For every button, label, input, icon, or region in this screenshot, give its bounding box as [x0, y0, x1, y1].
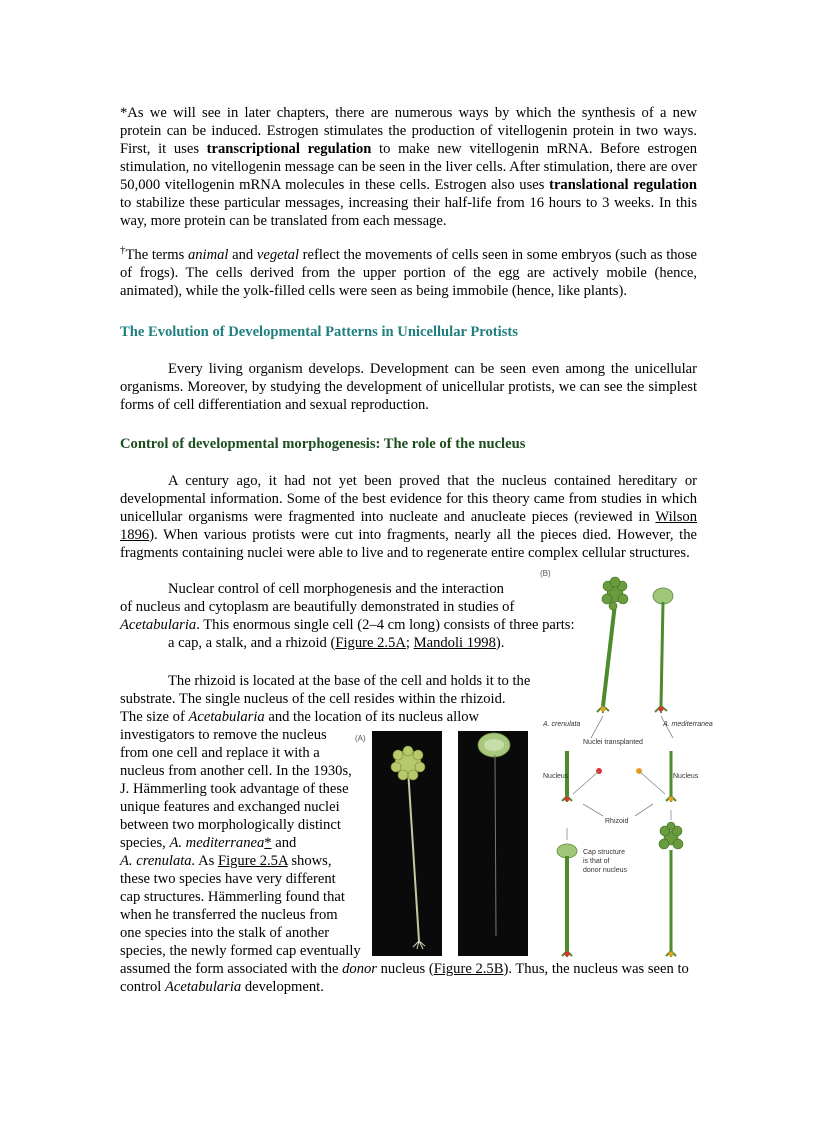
acetabularia-mediterranea-photo	[458, 731, 528, 956]
paragraph-nuclear-control: Nuclear control of cell morphogenesis and the interaction of nucleus and cytoplasm are beautifully demonstrated in studies of Acetabularia. This enormous single cell (2–4 cm long) consists of three parts: a cap, a stalk, and a rhizoid (Figure 2.5A; Mandoli 1998).	[120, 581, 575, 651]
figure-label-b: (B)	[540, 569, 551, 578]
paragraph-hammerling: The rhizoid is located at the base of the cell and holds it to the substrate. The single nucleus of the cell resides within the rhizoid. The size of Acetabularia and the location of its nucleus allow investigators to remove the nucleus from one cell and replace it with a nucleus from another cell. In the 1930s, J. Hämmerling took advantage of these unique features and exchanged nuclei between two morphologically distinct species, A. mediterranea* and A. crenulata. As Figure 2.5A shows, these two species have very different cap structures. Hämmerling found that when he transferred the nucleus from one species into the stalk of another species, the newly formed cap eventually assumed the form associated with the donor nucleus (Figure 2.5B). Thus, the nucleus was seen to control Acetabularia development.	[120, 673, 689, 995]
label-cap-structure-3: donor nucleus	[583, 867, 627, 874]
label-nucleus-left: Nucleus	[543, 773, 569, 780]
link-mandoli-1998[interactable]: Mandoli 1998	[413, 635, 496, 651]
label-a-crenulata: A. crenulata	[543, 721, 581, 728]
link-figure-2-5b[interactable]: Figure 2.5B	[433, 961, 504, 977]
paragraph-intro: Every living organism develops. Development can be seen even among the unicellular organisms. Moreover, by studying the development of unicellular protists, we can see the simplest forms of cell differentiation and sexual reproduction.	[120, 361, 697, 413]
nucleus-orange-top	[601, 707, 606, 712]
footnote-asterisk: *As we will see in later chapters, there are numerous ways by which the synthesis of a new protein can be induced. Estrogen stimulates the production of vitellogenin protein in two ways. First, it uses transcriptional regulation to make new vitellogenin mRNA. Before estrogen stimulation, no vitellogenin message can be seen in the liver cells. After stimulation, there are over 50,000 vitellogenin mRNA molecules in these cells. Estrogen also uses translational regulation to stabilize these particular messages, increasing their half-life from 16 hours to 3 weeks. In this way, more protein can be translated from each message.	[120, 105, 698, 229]
label-nuclei-transplanted: Nuclei transplanted	[583, 739, 643, 746]
figure-2-5	[355, 566, 713, 971]
result-right-plant	[659, 822, 683, 957]
dagger-mark: †	[120, 244, 126, 257]
result-left-plant	[557, 844, 577, 957]
section-heading: The Evolution of Developmental Patterns in Unicellular Protists	[120, 324, 518, 340]
label-a-mediterranea: A. mediterranea	[663, 721, 713, 728]
graft-diagram	[543, 566, 713, 971]
label-rhizoid: Rhizoid	[605, 818, 629, 825]
link-footnote-star[interactable]: *	[264, 835, 272, 851]
footnote-dagger: †The terms animal and vegetal reflect the movements of cells seen in some embryos (such as those of frogs). The cells derived from the upper portion of the egg are actively mobile (hence, animated), while the yolk-filled cells were seen as being immobile (hence, like plants).	[120, 244, 697, 299]
link-wilson-1896[interactable]: Wilson 1896	[120, 509, 697, 543]
photo-a-mediterranea	[458, 731, 528, 956]
paragraph-nucleus-history: A century ago, it had not yet been proved that the nucleus contained hereditary or developmental information. Some of the best evidence for this theory came from studies in which unicellular organisms were fragmented into nucleate and anucleate pieces (reviewed in Wilson 1896). When various protists were cut into fragments, nearly all the pieces died. However, the fragments containing nuclei were able to live and to regenerate entire complex cellular structures.	[120, 473, 697, 561]
figure-label-a: (A)	[355, 734, 366, 743]
label-nucleus-right: Nucleus	[673, 773, 699, 780]
label-cap-structure-2: is that of	[583, 858, 610, 865]
acetabularia-crenulata-photo	[372, 731, 442, 956]
link-figure-2-5a[interactable]: Figure 2.5A	[335, 635, 406, 651]
label-cap-structure-1: Cap structure	[583, 849, 626, 856]
subsection-heading: Control of developmental morphogenesis: The role of the nucleus	[120, 436, 526, 452]
mediterranea-plant-top	[653, 588, 673, 713]
crenulata-plant-top	[597, 577, 628, 713]
transplant-step	[562, 751, 676, 802]
photo-a-crenulata	[372, 731, 442, 956]
link-figure-2-5a-second[interactable]: Figure 2.5A	[217, 853, 288, 869]
